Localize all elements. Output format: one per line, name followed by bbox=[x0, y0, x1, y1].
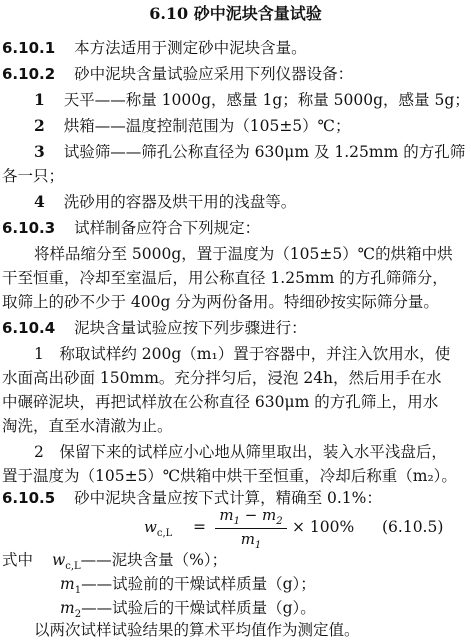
paragraph-line: 2 保留下来的试样应小心地从筛里取出，装入水平浅盘后， bbox=[34, 443, 447, 461]
clause-number: 6.10.2 bbox=[2, 65, 56, 83]
clause-number: 6.10.3 bbox=[2, 219, 56, 237]
var-symbol: $m_1$ bbox=[60, 575, 82, 597]
var-description: ——试验后的干燥试样质量（g）。 bbox=[81, 599, 316, 617]
formula-equals: = bbox=[193, 518, 206, 536]
formula-numerator: $m_1 - m_2$ bbox=[219, 506, 283, 527]
formula-multiplier: × 100% bbox=[292, 518, 355, 536]
formula bbox=[0, 506, 471, 550]
list-item: 3 试验筛——筛孔公称直径为 630μm 及 1.25mm 的方孔筛 bbox=[34, 142, 466, 161]
clause-6-10-2 bbox=[2, 64, 353, 86]
paragraph-line: 将样品缩分至 5000g，置于温度为（105±5）℃的烘箱中烘 bbox=[34, 245, 453, 263]
clause-6-10-1 bbox=[2, 38, 307, 60]
clause-text: 砂中泥块含量应按下式计算，精确至 0.1%： bbox=[74, 489, 382, 507]
list-item: 4 洗砂用的容器及烘干用的浅盘等。 bbox=[34, 192, 297, 211]
list-item-continuation: 各一只； bbox=[2, 167, 65, 185]
clause-number: 6.10.4 bbox=[2, 319, 56, 337]
final-note: 以两次试样试验结果的算术平均值作为测定值。 bbox=[34, 621, 360, 639]
formula-number: (6.10.5) bbox=[382, 518, 444, 536]
paragraph-line: 1 称取试样约 200g（m₁）置于容器中，并注入饮用水，使 bbox=[34, 345, 451, 363]
paragraph-line: 干至恒重，冷却至室温后，用公称直径 1.25mm 的方孔筛筛分， bbox=[2, 269, 448, 287]
var-description: ——泥块含量（%）； bbox=[80, 551, 228, 569]
clause-text: 砂中泥块含量试验应采用下列仪器设备： bbox=[74, 65, 354, 83]
list-item: 1 天平——称量 1000g，感量 1g；称量 5000g，感量 5g； bbox=[34, 90, 470, 109]
fraction-bar bbox=[215, 528, 287, 529]
clause-number: 6.10.1 bbox=[2, 39, 56, 57]
paragraph-line: 中碾碎泥块，再把试样放在公称直径 630μm 的方孔筛上，用水 bbox=[2, 393, 439, 411]
where-item bbox=[60, 574, 316, 596]
clause-text: 试样制备应符合下列规定： bbox=[74, 219, 261, 237]
formula-fraction bbox=[215, 506, 287, 551]
list-item: 2 烘箱——温度控制范围为（105±5）℃； bbox=[34, 116, 351, 135]
clause-number: 6.10.5 bbox=[2, 489, 56, 507]
where-item bbox=[60, 598, 316, 620]
paragraph-line: 取筛上的砂不少于 400g 分为两份备用。特细砂按实际筛分量。 bbox=[2, 293, 439, 311]
section-title: 6.10 砂中泥块含量试验 bbox=[149, 4, 322, 23]
paragraph-line: 淘洗，直至水清澈为止。 bbox=[2, 417, 173, 435]
paragraph-line: 置于温度为（105±5）℃烘箱中烘干至恒重，冷却后称重（m₂）。 bbox=[2, 467, 457, 485]
clause-6-10-4 bbox=[2, 318, 307, 340]
clause-text: 本方法适用于测定砂中泥块含量。 bbox=[74, 39, 307, 57]
where-lead: 式中 $w_{c,L}——$泥块含量（%）； bbox=[2, 551, 228, 573]
clause-6-10-3 bbox=[2, 218, 260, 240]
formula-denominator: $m_1$ bbox=[240, 530, 262, 551]
var-description: ——试验前的干燥试样质量（g）； bbox=[81, 575, 316, 593]
clause-text: 泥块含量试验应按下列步骤进行： bbox=[74, 319, 307, 337]
paragraph-line: 水面高出砂面 150mm。充分拌匀后，浸泡 24h，然后用手在水 bbox=[2, 369, 442, 387]
formula-lhs: $w_{c,L}$ bbox=[144, 518, 173, 539]
var-symbol: $w_{c,L}$ bbox=[51, 551, 81, 573]
var-symbol: $m_2$ bbox=[60, 599, 82, 621]
